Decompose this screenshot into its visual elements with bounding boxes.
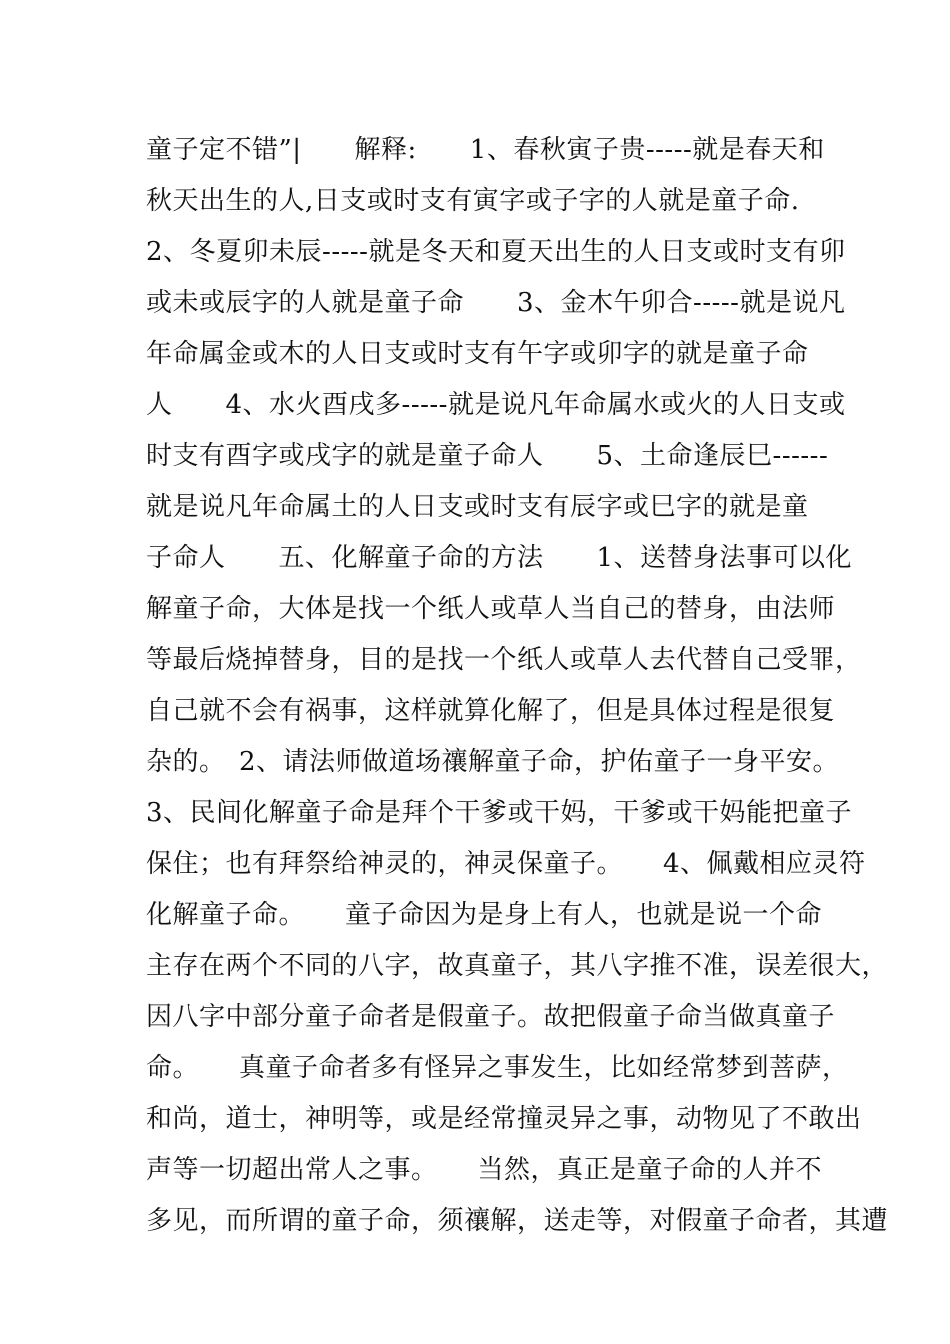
text-line: 解童子命，大体是找一个纸人或草人当自己的替身，由法师 bbox=[146, 594, 836, 624]
text-line: 童子定不错”| 解释: 1、春秋寅子贵-----就是春天和 bbox=[146, 135, 825, 165]
text-line: 人 4、水火酉戌多-----就是说凡年命属水或火的人日支或 bbox=[146, 390, 846, 420]
text-line: 秋天出生的人,日支或时支有寅字或子字的人就是童子命. bbox=[146, 186, 800, 216]
text-line: 声等一切超出常人之事。 当然，真正是童子命的人并不 bbox=[146, 1155, 823, 1185]
text-line: 子命人 五、化解童子命的方法 1、送替身法事可以化 bbox=[146, 543, 853, 573]
text-line: 杂的。 2、请法师做道场禳解童子命，护佑童子一身平安。 bbox=[146, 747, 840, 777]
text-line: 就是说凡年命属土的人日支或时支有辰字或巳字的就是童 bbox=[146, 492, 809, 522]
text-line: 和尚，道士，神明等，或是经常撞灵异之事，动物见了不敢出 bbox=[146, 1104, 862, 1134]
text-line: 命。 真童子命者多有怪异之事发生，比如经常梦到菩萨， bbox=[146, 1053, 849, 1083]
text-line: 化解童子命。 童子命因为是身上有人，也就是说一个命 bbox=[146, 900, 823, 930]
text-line: 自己就不会有祸事，这样就算化解了，但是具体过程是很复 bbox=[146, 696, 836, 726]
text-line: 保住；也有拜祭给神灵的，神灵保童子。 4、佩戴相应灵符 bbox=[146, 849, 866, 879]
text-line: 多见，而所谓的童子命，须禳解，送走等，对假童子命者，其遭 bbox=[146, 1206, 889, 1236]
text-line: 或未或辰字的人就是童子命 3、金木午卯合-----就是说凡 bbox=[146, 288, 846, 318]
body-text bbox=[146, 127, 889, 1249]
text-line: 等最后烧掉替身，目的是找一个纸人或草人去代替自己受罪， bbox=[146, 645, 862, 675]
text-line: 3、民间化解童子命是拜个干爹或干妈，干爹或干妈能把童子 bbox=[146, 798, 853, 828]
text-line: 时支有酉字或戌字的就是童子命人 5、土命逢辰巳------ bbox=[146, 441, 829, 471]
text-line: 2、冬夏卯未辰-----就是冬天和夏天出生的人日支或时支有卯 bbox=[146, 237, 846, 267]
text-line: 年命属金或木的人日支或时支有午字或卯字的就是童子命 bbox=[146, 339, 809, 369]
text-line: 主存在两个不同的八字，故真童子，其八字推不准，误差很大， bbox=[146, 951, 889, 981]
text-line: 因八字中部分童子命者是假童子。故把假童子命当做真童子 bbox=[146, 1002, 836, 1032]
